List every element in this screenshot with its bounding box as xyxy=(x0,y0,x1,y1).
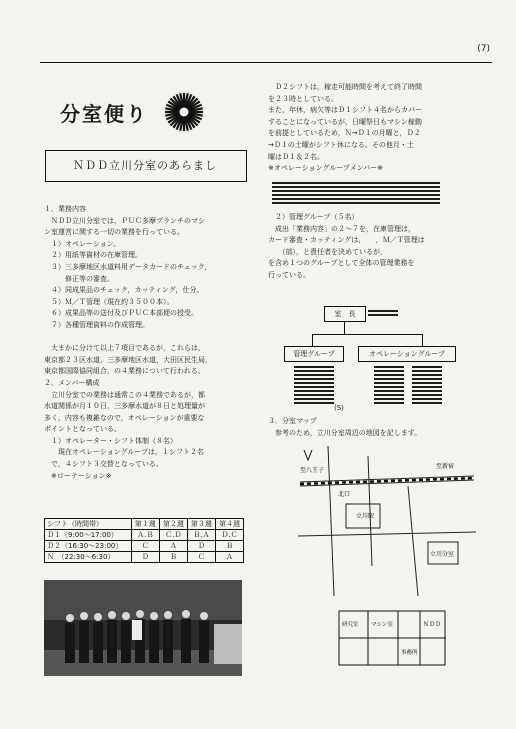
rotation-cell: Ｂ xyxy=(215,541,243,552)
left-column-line: ４）同成果品のチェック，カッティング，仕分。 xyxy=(44,286,204,295)
right-column-mid-line: 行っている。 xyxy=(268,270,310,279)
org-head-box: 室 長 xyxy=(324,306,366,322)
rotation-cell: Ａ xyxy=(159,541,187,552)
rotation-cell: Ｎ （22:30〜6:30） xyxy=(45,552,132,563)
org-head-name-redacted xyxy=(368,310,398,318)
sunburst-icon xyxy=(164,92,204,132)
left-column-line: ３）三多摩地区水道料用データカードのチェック， xyxy=(44,262,212,271)
left-column-line: 水道関係が月１０日，三多摩水道が８日と処理量が xyxy=(44,402,205,411)
floor-label-machine-room: マシン室 xyxy=(371,622,393,628)
page-title: 分室便り xyxy=(60,102,148,126)
rotation-cell: Ｄ xyxy=(131,552,159,563)
right-column-top-line: また，年休，病欠等はＤ１シフト４名からカバー xyxy=(268,106,422,115)
floor-label-ndd: ＮＤＤ xyxy=(423,621,442,628)
rotation-row xyxy=(45,552,244,563)
left-column-line: ７）各種管理資料の作成管理。 xyxy=(44,320,149,329)
left-column-line: ２．メンバー構成 xyxy=(44,378,100,387)
org-chart xyxy=(262,300,502,420)
floor-label-lab: 研究室 xyxy=(342,622,359,628)
page-number: (7) xyxy=(477,44,490,54)
rotation-cell: Ｄ xyxy=(187,541,215,552)
left-column-line: 多く，内容も複雑なので，オペレーションが重要な xyxy=(44,413,205,422)
rotation-row xyxy=(45,541,244,552)
rotation-header-cell: シフト（時間帯） xyxy=(45,519,132,530)
left-column-line: ン室運営に関する一切の業務を行っている。 xyxy=(44,228,184,237)
right-column-top-line: を前提としているため，Ｎ→Ｄ１の月曜と，Ｄ２ xyxy=(268,129,421,138)
left-column-line: ＮＤＤ立川分室では，ＰＵＣ多摩ブランチのマシ xyxy=(44,216,205,225)
map-label-to-shinjuku: 至新宿 xyxy=(436,463,455,470)
rotation-header-cell: 第１週 xyxy=(131,519,159,530)
right-column-top-line: を２３時としている。 xyxy=(268,94,338,103)
left-column-line: １）オペレーション。 xyxy=(44,239,121,248)
rotation-cell: Ｄ.Ｃ xyxy=(215,530,243,541)
rotation-cell: Ｃ xyxy=(131,541,159,552)
left-column-line: 東京都２３区水道，三多摩地区水道，大田区民生局， xyxy=(44,355,212,364)
map-description: 参考のため，立川分室周辺の地図を記します。 xyxy=(268,428,422,437)
left-column-line: 現在オペレーショングループは，１シフト２名 xyxy=(44,448,205,457)
left-column-line: ６）成果品等の送付及びＰＵＣ本部便の授受。 xyxy=(44,309,198,318)
floor-plan xyxy=(338,610,446,666)
map-label-office: 立川分室 xyxy=(430,551,455,558)
rotation-cell: Ｂ xyxy=(159,552,187,563)
right-column-mid-line: を含め１つのグループとして全体の管理業務を xyxy=(268,259,415,268)
rotation-header-cell: 第４週 xyxy=(215,519,243,530)
left-column-line: で，４シフト３交替となっている。 xyxy=(44,460,163,469)
left-column-line xyxy=(44,332,256,344)
map-label-station: 立川駅 xyxy=(356,513,375,520)
left-column-line: ２）用紙等資材の在庫管理。 xyxy=(44,251,142,260)
map-label-to-hachioji: 至八王子 xyxy=(300,467,325,474)
left-column-line: １．業務内容 xyxy=(44,205,86,213)
operation-members-right-redacted xyxy=(412,366,442,406)
map-label-north-exit: 北口 xyxy=(338,491,351,498)
rotation-cell: Ａ.Ｂ xyxy=(131,530,159,541)
admin-group-box: 管理グループ xyxy=(284,346,344,362)
rotation-cell: Ａ xyxy=(215,552,243,563)
right-column-top-line: 曜はＤ１＆２名。 xyxy=(268,152,324,161)
header-rule xyxy=(40,62,492,63)
rotation-cell: Ｄ１（9:00〜17:00） xyxy=(45,530,132,541)
org-connector-horizontal xyxy=(312,334,422,335)
left-column-line: ポイントとなっている。 xyxy=(44,425,121,434)
left-column-line: 立川分室での業務は通常この４業務であるが，都 xyxy=(44,390,205,399)
rotation-header-cell: 第２週 xyxy=(159,519,187,530)
rotation-table xyxy=(44,518,244,563)
right-column-mid-line: カード審査・カッティングは， ，Ｍ／Ｔ管理は xyxy=(268,236,425,245)
left-column-line: 修正等の審査。 xyxy=(44,274,114,283)
map-heading: ３．分室マップ xyxy=(268,417,317,425)
right-column-top-line: →Ｄ１の土曜がシフト休になる。その他月・土 xyxy=(268,140,414,149)
org-note: (S) xyxy=(334,404,344,412)
rotation-row xyxy=(45,530,244,541)
admin-members-redacted xyxy=(294,366,334,406)
section-subtitle: ＮＤＤ立川分室のあらまし xyxy=(73,159,217,172)
left-column-line: ５）Ｍ／Ｔ管理（現在約３５００本）。 xyxy=(44,297,174,306)
left-column-text xyxy=(44,204,256,482)
right-column-top-text xyxy=(268,82,498,175)
operation-members-left-redacted xyxy=(374,366,404,406)
rotation-cell: Ｂ.Ａ xyxy=(187,530,215,541)
area-map xyxy=(298,446,476,596)
right-column-mid-line: 成出「業務内容」の２〜７を，在庫管理は， xyxy=(268,224,415,233)
left-column-line: １）オペレーター・シフト体制（８名） xyxy=(44,436,177,445)
staff-group-photo xyxy=(44,580,242,676)
org-connector-right xyxy=(422,334,423,346)
map-section xyxy=(268,416,498,439)
org-connector-vertical xyxy=(344,322,345,334)
right-column-top-line: Ｄ２シフトは，稼走可能時間を考えて終了時間 xyxy=(268,83,422,91)
rotation-cell: Ｃ xyxy=(187,552,215,563)
right-column-mid-line: （部），と責任者を決めているが， xyxy=(268,247,387,256)
operation-members-redacted xyxy=(272,182,440,204)
right-column-top-line: ※オペレーショングループメンバー※ xyxy=(268,164,383,173)
org-connector-left xyxy=(312,334,313,346)
right-column-mid-text xyxy=(268,212,498,282)
operation-group-box: オペレーショングループ xyxy=(358,346,456,362)
right-column-top-line: することになっているが，日曜祭日もマシン稼動 xyxy=(268,117,422,126)
left-column-line: ※ローテーション※ xyxy=(44,471,112,480)
left-column-line: 大まかに分けて以上７項目であるが，これらは， xyxy=(44,344,205,353)
rotation-cell: Ｄ２（16:30〜23:00） xyxy=(45,541,132,552)
right-column-mid-line: ２）管理グループ（５名） xyxy=(268,213,359,221)
rotation-header-cell: 第３週 xyxy=(187,519,215,530)
floor-label-office: 事務所 xyxy=(401,650,418,656)
left-column-line: 東京都国際協同組合，の４業務について行われる。 xyxy=(44,367,205,376)
rotation-cell: Ｃ.Ｄ xyxy=(159,530,187,541)
